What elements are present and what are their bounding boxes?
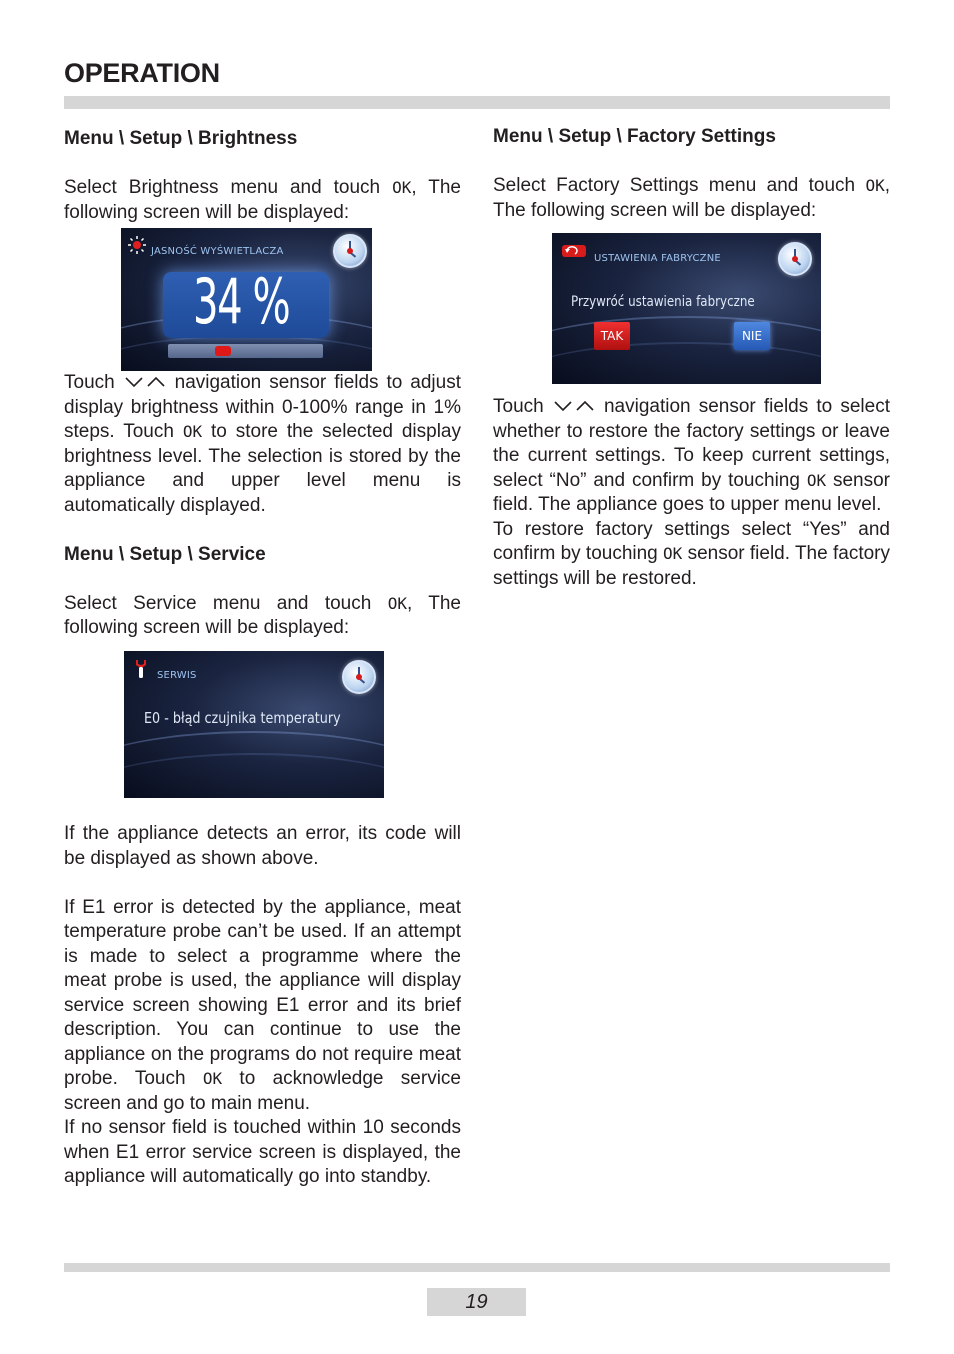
page-number: 19 [427,1288,526,1316]
footer-rule [64,1263,890,1272]
brightness-slider-track[interactable] [168,344,323,358]
brightness-screen [121,228,372,371]
service-screen-title: SERWIS [157,669,197,681]
ok-key-label: OK [392,178,412,197]
clock-icon[interactable] [333,234,367,268]
factory-screen-title: USTAWIENIA FABRYCZNE [594,253,721,264]
no-button[interactable]: NIE [734,322,770,350]
wrench-icon [134,659,148,679]
chevron-up-icon [145,374,167,390]
right-column [493,125,890,591]
brightness-body: Touch navigation sensor fields to adjust display brightness within 0-100% range in 1% steps. Touch OK to store the selected display brightness level. The selection is stored by the appliance and upper level menu is automatically displayed. [64,372,462,516]
service-heading: Menu \ Setup \ Service [64,543,266,565]
chevron-down-icon [552,398,574,414]
factory-screen [552,233,821,384]
brightness-screen-title: JASNOŚĆ WYŚWIETLACZA [151,246,284,257]
factory-body: Touch navigation sensor fields to select whether to restore the factory settings or leave the current settings. To keep current settings, select “No” and confirm by touching OK sensor field. The appliance goes to upper menu level. [493,396,890,515]
yes-button[interactable]: TAK [594,322,630,350]
sun-icon [128,236,146,254]
chevron-up-icon [574,398,596,414]
reset-icon [561,243,587,259]
service-error-message: E0 - błąd czujnika temperatury [144,708,341,727]
factory-p2: To restore factory settings select “Yes” and confirm by touching OK sensor field. The factory settings will be restored. [493,518,890,589]
brightness-value: 34 % [193,265,290,338]
service-p3: If no sensor field is touched within 10 seconds when E1 error service screen is displayed, the appliance will automatically go into standby. [64,1117,461,1187]
brightness-slider-knob[interactable] [215,346,231,356]
service-intro: Select Service menu and touch OK, The following screen will be displayed: [64,592,461,638]
header-rule [64,96,890,109]
factory-intro: Select Factory Settings menu and touch OK, The following screen will be displayed: [493,175,890,221]
factory-heading: Menu \ Setup \ Factory Settings [493,126,776,147]
factory-question: Przywróć ustawienia fabryczne [571,294,755,310]
service-p1: If the appliance detects an error, its code will be displayed as shown above. [64,823,461,869]
chevron-down-icon [123,374,145,390]
brightness-intro: Select Brightness menu and touch OK, The following screen will be displayed: [64,177,461,223]
service-screen [124,651,384,798]
brightness-heading: Menu \ Setup \ Brightness [64,128,298,149]
clock-icon[interactable] [342,660,376,694]
left-column [64,127,461,1190]
page-title: OPERATION [64,58,220,88]
clock-icon[interactable] [778,242,812,276]
service-p2: If E1 error is detected by the appliance, meat temperature probe can’t be used. If an attempt is made to select a programme where the meat probe is used, the appliance will display service screen showing E1 error and its brief description. You can continue to use the appliance on the programs do not require meat probe. Touch OK to acknowledge service screen and go to main menu. [64,896,461,1114]
